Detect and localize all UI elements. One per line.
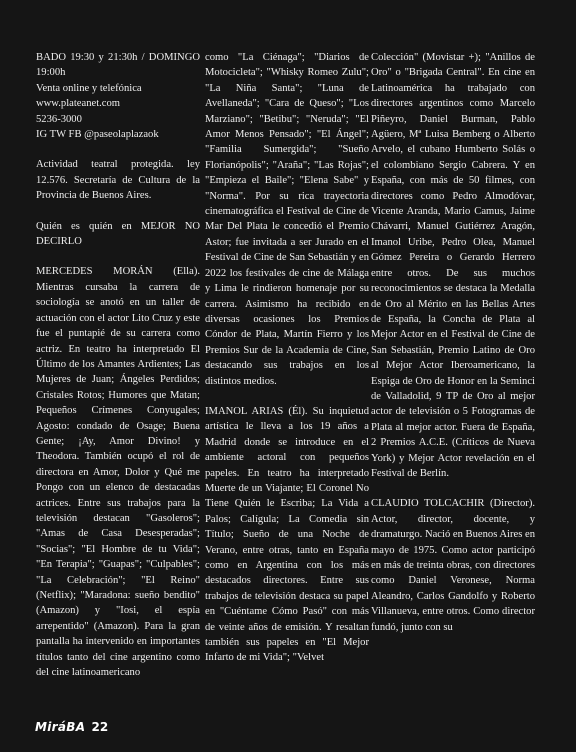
phone-number: 5236-3000 (36, 113, 82, 125)
arias-bio-continued: Colección" (Movistar +); "Anillos de Oro" o "Brigada Central". En cine en Latinoamérica ha trabajado con directores argentinos como Marcelo Piñeyro, Daniel Burman, Pablo Agüero, Mª Luisa Bemberg o Alberto Arvelo, el cubano Humberto Solás o el colombiano Sergio Cabrera. Y en España, con más de 50 filmes, con directores como Pedro Almodóvar, Vicente Aranda, Mario Camus, Jaime Chávarri, Manuel Gutiérrez Aragón, Imanol Uribe, Pedro Olea, Manuel Gómez Pereira o Gerardo Herrero entre otros. De sus muchos reconocimientos se destaca la Medalla de Oro al Mérito en las Bellas Artes de España, la Concha de Plata al Mejor Actor en el Festival de Cine de San Sebastián, Premio Latino de Oro al Mejor Actor Iberoamericano, la Espiga de Oro de Honor en la Seminci de Valladolid, 9 TP de Oro al mejor actor de televisión o 5 Fotogramas de Plata al mejor actor. Fuera de España, 2 Premios A.C.E. (Críticos de Nueva York) y Mejor Actor revelación en el Festival de Berlín. (371, 52, 535, 479)
arias-bio: IMANOL ARIAS (Él). Su inquietud artística le lleva a los 19 años a Madrid donde se introduce en el ambiente actoral con pequeños papeles. En teatro ha interpretado Muerte de un Viajante; El Coronel No Tiene Quién le Escriba; La Vida a Palos; Calígula; La Comedia sin Título; Sueño de una Noche de Verano, entre otras, tanto en España como en Argentina con los más destacados directores. Entre sus trabajos de televisión destaca su papel en "Cuéntame Cómo Pasó" con más de veinte años de emisión. Y resaltan también sus papeles en "El Mejor Infarto de mi Vida"; "Velvet (205, 405, 369, 664)
moran-bio: MERCEDES MORÁN (Ella). Mientras cursaba la carrera de sociología se anotó en un taller de actuación con el actor Lito Cruz y este fue el puntapié de su carrera como actriz. En teatro ha interpretado El Último de los Amantes Ardientes; Las Mujeres de Juan; Ángeles Perdidos; Cristales Rotos; Humores que Matan; Pequeños Crímenes Conyugales; Agosto: condado de Osage; Buena Gente; ¡Ay, Amor Divino! y Theodora. También ocupó el rol de directora en Amor, Dolor y Qué me Pongo con un elenco de destacadas actrices. Entre sus trabajos para la televisión destacan "Gasoleros"; "Amas de Casa Desesperadas"; "Socias"; "El Hombre de tu Vida"; "En Terapia"; "Guapas"; "Culpables"; "La Celebración"; "El Reino" (Netflix); "Maradona: sueño bendito" (Amazon) y "Iosi, el espía arrepentido" (Amazon). Para la gran pantalla ha intervenido en importantes títulos tanto del cine argentino como del cine latinoamericano (36, 266, 200, 679)
magazine-logo: MiráBA (35, 720, 86, 734)
page-footer (35, 720, 108, 734)
tolcachir-bio: CLAUDIO TOLCACHIR (Director). Actor, director, docente, y dramaturgo. Nació en Buenos Aires en mayo de 1975. Como actor participó en más de treinta obras, con directores como Daniel Veronese, Norma Aleandro, Carlos Gandolfo y Roberto Villanueva, entre otros. Como director fundó, junto con su (371, 498, 535, 633)
social-handles: IG TW FB @paseolaplazaok (36, 129, 159, 141)
show-schedule: BADO 19:30 y 21:30h / DOMINGO 19:00h (36, 52, 200, 79)
text-column-3 (371, 50, 535, 635)
text-column-1 (36, 50, 200, 680)
protection-notice: Actividad teatral protegida. ley 12.576. Secretaría de Cultura de la Provincia de Buenos Aires. (36, 159, 200, 202)
website-link[interactable]: www.plateanet.com (36, 98, 121, 110)
page-number: 22 (91, 720, 109, 734)
text-column-2 (205, 50, 369, 666)
moran-bio-continued: como "La Ciénaga"; "Diarios de Motocicleta"; "Whisky Romeo Zulu"; "La Niña Santa"; "Luna de Avellaneda"; "Cara de Queso"; "Los Marziano"; "Betibu"; "Neruda"; "El Amor Menos Pensado"; "El Ángel"; "Familia Sumergida"; "Sueño Florianópolis"; "Araña"; "Las Rojas"; "Empieza el Baile"; "Elena Sabe" y "Norma". Por su rica trayectoria cinematográfica el Festival de Cine de Mar Del Plata le concedió el Premio Astor; fue invitada a ser Jurado en el Festival de Cine de San Sebastián y en 2022 los festivales de cine de Málaga y Lima le rindieron homenaje por su carrera. Asimismo ha recibido en diversas ocasiones los Premios Cóndor de Plata, Martín Fierro y los Premios Sur de la Academia de Cine, destacando sus trabajos en los distintos medios. (205, 52, 369, 387)
section-title: Quién es quién en MEJOR NO DECIRLO (36, 220, 200, 248)
ticket-info: Venta online y telefónica (36, 82, 142, 94)
